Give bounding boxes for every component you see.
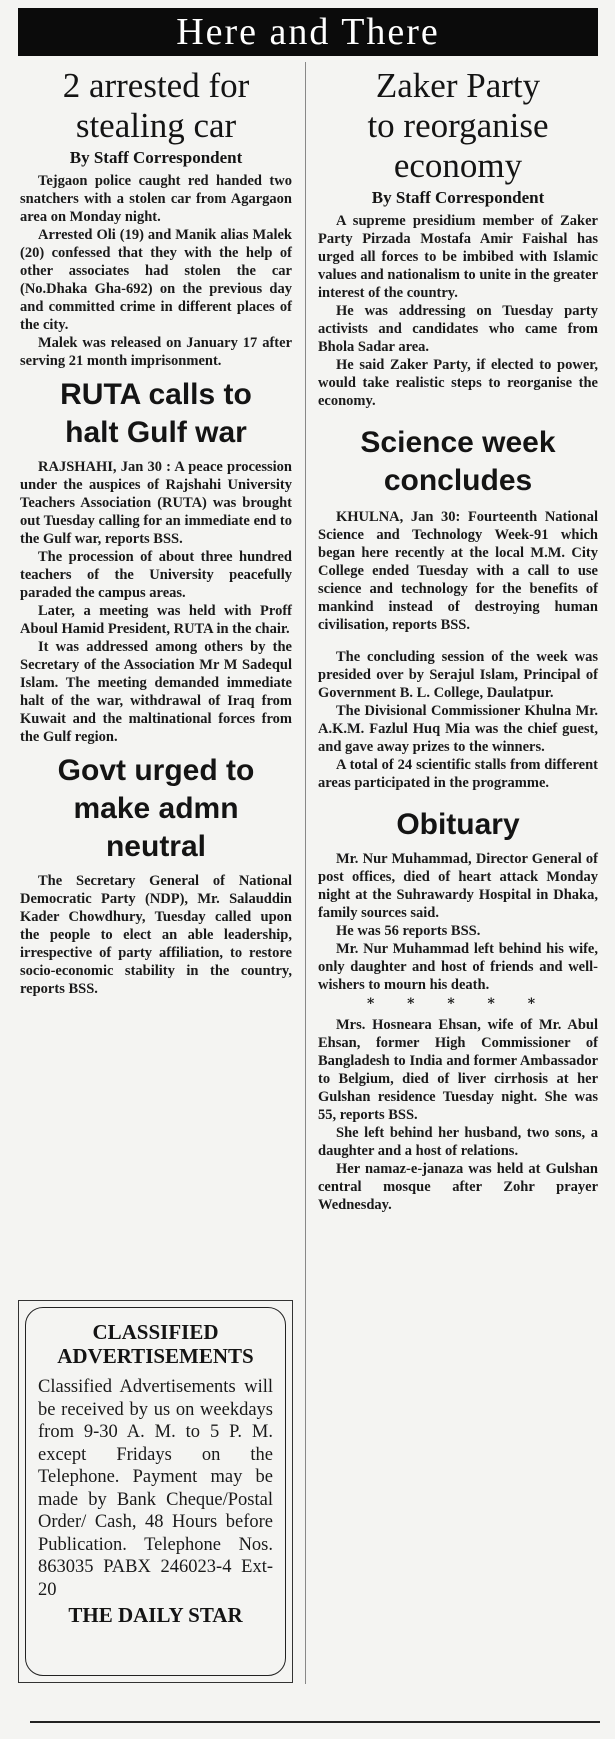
story-ruta xyxy=(20,376,292,746)
paragraph: He was 56 reports BSS. xyxy=(336,923,481,939)
classified-ad-frame xyxy=(25,1307,286,1676)
column-divider xyxy=(305,62,306,1684)
paragraph: Arrested Oli (19) and Manik alias Malek (20) confessed that they with the help of other associates had stolen the car (No.Dhaka Gha-692) on the previous day and committed crime in different places of the city. xyxy=(20,227,292,333)
paragraph: The Divisional Commissioner Khulna Mr. A.K.M. Fazlul Huq Mia was the chief guest, and gave away prizes to the winners. xyxy=(318,703,598,755)
paragraph: It was addressed among others by the Secretary of the Association Mr M Sadequl Islam. The meeting demanded immediate halt of the war, withdrawal of Iraq from Kuwait and the maltinational forces from the Gulf region. xyxy=(20,639,292,745)
story-car-theft xyxy=(20,66,292,370)
left-column xyxy=(20,66,292,1004)
byline: By Staff Correspondent xyxy=(371,188,545,207)
headline: Govt urged to make admn neutral xyxy=(57,754,255,863)
byline: By Staff Correspondent xyxy=(69,148,243,167)
paragraph: A total of 24 scientific stalls from different areas participated in the programme. xyxy=(318,757,598,791)
classified-signature: THE DAILY STAR xyxy=(68,1603,243,1627)
headline: 2 arrested for stealing car xyxy=(62,66,250,145)
story-obituary xyxy=(318,806,598,1214)
headline: Zaker Party to reorganise economy xyxy=(367,66,549,185)
section-banner: Here and There xyxy=(18,8,598,56)
paragraph: RAJSHAHI, Jan 30 : A peace procession under the auspices of Rajshahi University Teachers Association (RUTA) was brought out Tuesday calling for an immediate end to the Gulf war, reports BSS. xyxy=(20,459,292,547)
paragraph: She left behind her husband, two sons, a daughter and a host of relations. xyxy=(318,1125,598,1159)
paragraph: Later, a meeting was held with Proff Aboul Hamid President, RUTA in the chair. xyxy=(20,603,292,637)
classified-title: CLASSIFIED ADVERTISEMENTS xyxy=(57,1320,254,1368)
paragraph: Mrs. Hosneara Ehsan, wife of Mr. Abul Ehsan, former High Commissioner of Bangladesh to India and former Ambassador to Belgium, died of liver cirrhosis at her Gulshan residence Tuesday night. She was 55, reports BSS. xyxy=(318,1017,598,1123)
separator-stars: * * * * * xyxy=(366,996,550,1012)
bottom-rule xyxy=(30,1721,600,1723)
classified-ad-box xyxy=(18,1300,293,1683)
paragraph: The Secretary General of National Democratic Party (NDP), Mr. Salauddin Kader Chowdhury, Tuesday called upon the people to elect an able leadership, irrespective of party affiliation, to restore socio-economic stability in the country, reports BSS. xyxy=(20,873,292,997)
story-govt-urged xyxy=(20,752,292,998)
paragraph: Tejgaon police caught red handed two snatchers with a stolen car from Agargaon area on Monday night. xyxy=(20,173,292,225)
paragraph: He said Zaker Party, if elected to power, would take realistic steps to reorganise the economy. xyxy=(318,357,598,409)
paragraph: Mr. Nur Muhammad left behind his wife, only daughter and host of friends and well-wishers to mourn his death. xyxy=(318,941,598,993)
classified-body: Classified Advertisements will be received by us on weekdays from 9-30 A. M. to 5 P. M. except Fridays on the Telephone. Payment may be made by Bank Cheque/Postal Order/ Cash, 48 Hours before Publication. Telephone Nos. 863035 PABX 246023-4 Ext-20 xyxy=(38,1377,273,1600)
paragraph: A supreme presidium member of Zaker Party Pirzada Mostafa Amir Faishal has urged all forces to be imbibed with Islamic values and nationalism to unite in the greater interest of the country. xyxy=(318,213,598,301)
paragraph: The procession of about three hundred teachers of the University peacefully paraded the campus areas. xyxy=(20,549,292,601)
paragraph: The concluding session of the week was presided over by Serajul Islam, Principal of Government B. L. College, Daulatpur. xyxy=(318,649,598,701)
paragraph: Her namaz-e-janaza was held at Gulshan central mosque after Zohr prayer Wednesday. xyxy=(318,1161,598,1213)
paragraph: Mr. Nur Muhammad, Director General of post offices, died of heart attack Monday night at the Suhrawardy Hospital in Dhaka, family sources said. xyxy=(318,851,598,921)
story-science-week xyxy=(318,424,598,792)
paragraph: KHULNA, Jan 30: Fourteenth National Science and Technology Week-91 which began here recently at the local M.M. City College ended Tuesday with a call to use science and technology for the benefits of mankind instead of destroying human civilisation, reports BSS. xyxy=(318,509,598,633)
paragraph: He was addressing on Tuesday party activists and candidates who came from Bhola Sadar area. xyxy=(318,303,598,355)
headline: RUTA calls to halt Gulf war xyxy=(60,378,252,449)
story-zaker-party xyxy=(318,66,598,410)
headline: Science week concludes xyxy=(360,426,556,497)
paragraph: Malek was released on January 17 after serving 21 month imprisonment. xyxy=(20,335,292,369)
right-column xyxy=(318,66,598,1220)
headline: Obituary xyxy=(396,808,520,841)
